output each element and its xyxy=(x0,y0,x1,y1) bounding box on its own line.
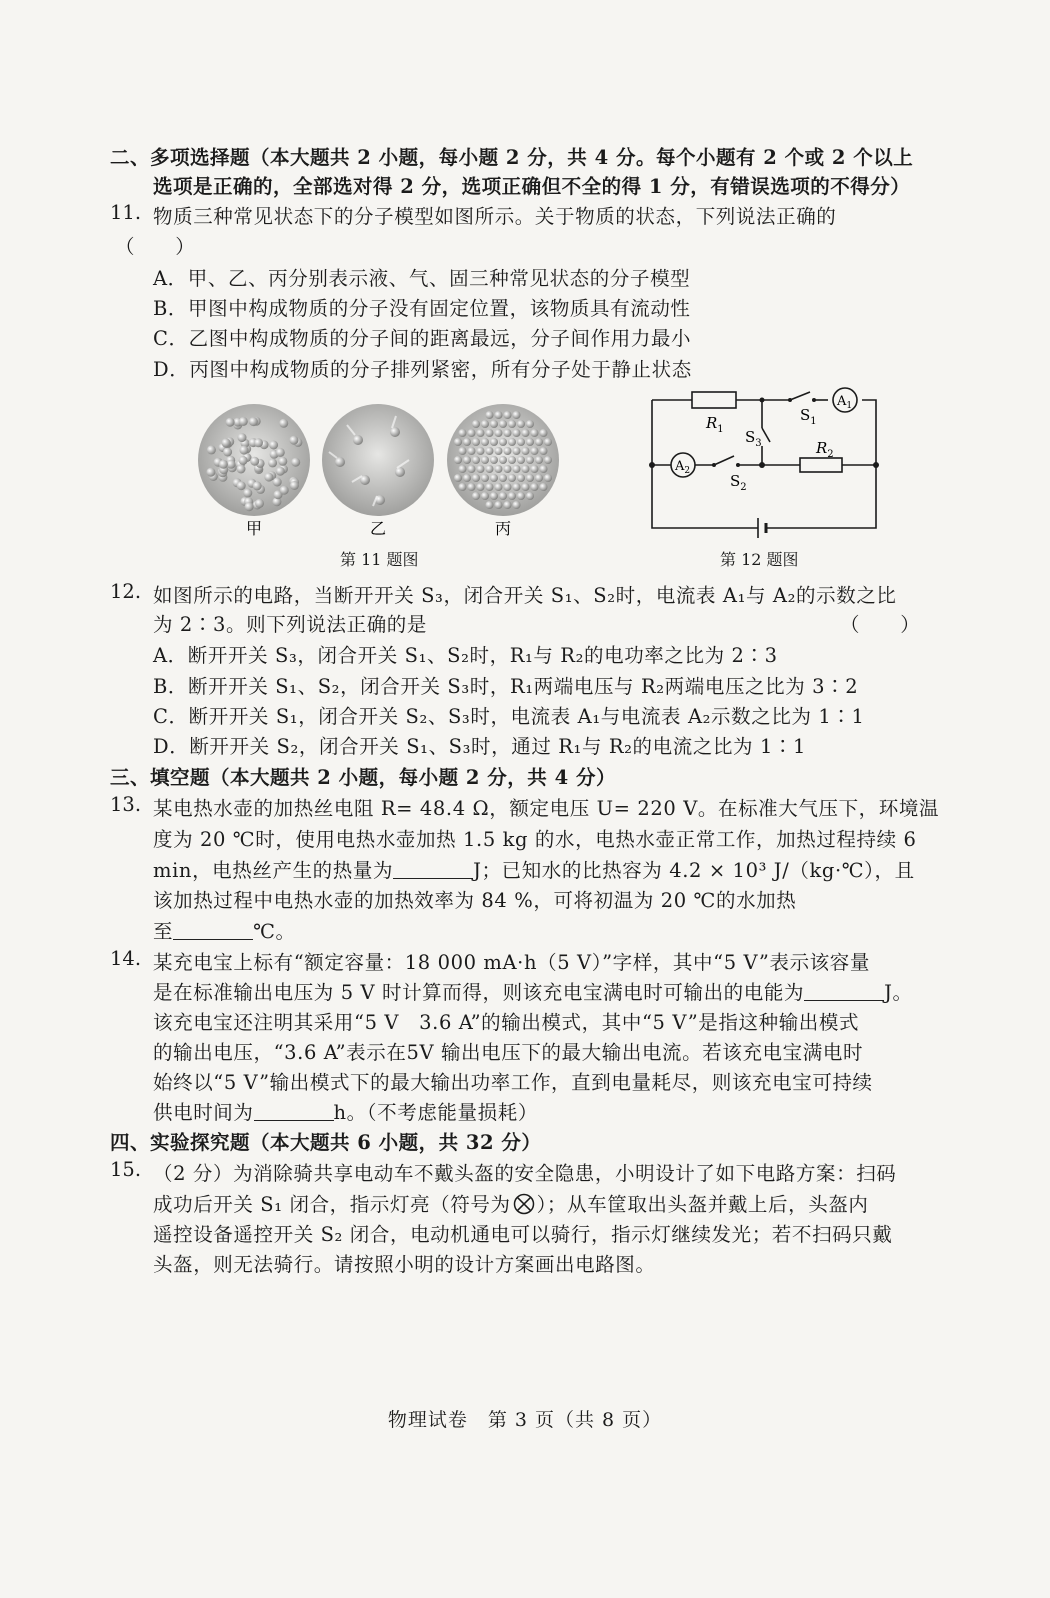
molecule-dot xyxy=(468,447,476,455)
molecule-dot xyxy=(508,492,516,500)
section-heading: 二、多项选择题（本大题共 2 小题，每小题 2 分，共 4 分。每个小题有 2 个或 2 个以上 xyxy=(110,146,914,169)
label-r2: $R_2$ xyxy=(816,439,834,460)
molecule-dot xyxy=(207,445,216,454)
molecule-dot xyxy=(508,420,516,428)
molecule-dot xyxy=(526,474,534,482)
question-line: 的输出电压，“3.6 A”表示在5V 输出电压下的最大输出电流。若该充电宝满电时 xyxy=(153,1041,864,1064)
question-line: 该加热过程中电热水壶的加热效率为 84 %，可将初温为 20 ℃的水加热 xyxy=(153,889,797,912)
molecule-dot xyxy=(463,456,471,464)
question-number: 13. xyxy=(110,793,142,816)
label-yi: 乙 xyxy=(369,519,387,538)
molecule-dot xyxy=(477,447,485,455)
molecule-dot xyxy=(468,429,476,437)
molecule-dot xyxy=(526,456,534,464)
molecule-dot xyxy=(481,420,489,428)
label-s3: $S_3$ xyxy=(745,428,762,449)
molecule-dot xyxy=(454,438,462,446)
label-a2: $A_2$ xyxy=(675,459,691,476)
molecule-dot xyxy=(531,483,539,491)
molecule-dot xyxy=(477,483,485,491)
molecule-dot xyxy=(504,501,512,509)
gas-model xyxy=(322,404,434,516)
molecule-dot xyxy=(459,483,467,491)
question-number: 11. xyxy=(110,201,142,224)
molecule-dot xyxy=(513,411,521,419)
molecule-dot xyxy=(459,429,467,437)
molecule-models-figure xyxy=(190,400,570,570)
molecule-dot xyxy=(254,438,263,447)
molecule-dot xyxy=(486,429,494,437)
molecule-dot xyxy=(237,465,246,474)
molecule-dot xyxy=(513,429,521,437)
label-jia: 甲 xyxy=(245,519,263,538)
molecule-dot xyxy=(490,420,498,428)
molecule-dot xyxy=(278,457,287,466)
label-bing: 丙 xyxy=(494,519,512,538)
molecule-dot xyxy=(513,447,521,455)
page-footer: 物理试卷 第 3 页（共 8 页） xyxy=(387,1409,663,1431)
question-line: 度为 20 ℃时，使用电热水壶加热 1.5 kg 的水，电热水壶正常工作，加热过程持续 6 xyxy=(153,828,917,851)
question-line: （2 分）为消除骑共享电动车不戴头盔的安全隐患，小明设计了如下电路方案：扫码 xyxy=(153,1162,897,1185)
molecule-dot xyxy=(499,492,507,500)
molecule-dot xyxy=(463,438,471,446)
molecule-dot xyxy=(238,433,247,442)
molecule-dot xyxy=(531,447,539,455)
molecule-dot xyxy=(522,465,530,473)
molecule-dot xyxy=(526,420,534,428)
molecule-dot xyxy=(513,465,521,473)
molecule-dot xyxy=(472,420,480,428)
molecule-dot xyxy=(504,429,512,437)
molecule-dot xyxy=(544,474,552,482)
molecule-dot xyxy=(495,411,503,419)
molecule-dot xyxy=(206,468,215,477)
lamp-symbol-icon xyxy=(513,1193,535,1215)
molecule-dot xyxy=(486,483,494,491)
molecule-dot xyxy=(243,489,252,498)
label-a1: $A_1$ xyxy=(837,394,853,411)
molecule-dot xyxy=(504,411,512,419)
molecule-dot xyxy=(508,456,516,464)
molecule-dot xyxy=(526,438,534,446)
molecule-dot xyxy=(490,474,498,482)
molecule-dot xyxy=(237,481,246,490)
molecule-dot xyxy=(517,474,525,482)
molecule-dot xyxy=(486,501,494,509)
molecule-dot xyxy=(264,473,273,482)
option-c: C．乙图中构成物质的分子间的距离最远，分子间作用力最小 xyxy=(153,327,692,350)
molecule-dot xyxy=(495,465,503,473)
molecule-dot xyxy=(544,456,552,464)
molecule-dot xyxy=(222,438,231,447)
molecule-dot xyxy=(481,474,489,482)
answer-paren: （ ） xyxy=(840,613,921,636)
molecule-dot xyxy=(253,481,262,490)
molecule-dot xyxy=(490,438,498,446)
molecule-dot xyxy=(268,458,277,467)
molecule-dot xyxy=(490,492,498,500)
option-d: D．断开开关 S₂，闭合开关 S₁、S₃时，通过 R₁与 R₂的电流之比为 1∶1 xyxy=(153,735,807,758)
molecule-dot xyxy=(486,465,494,473)
molecule-dot xyxy=(227,460,236,469)
molecule-dot xyxy=(280,486,289,495)
answer-blank[interactable] xyxy=(804,982,884,1001)
molecule-dot xyxy=(454,474,462,482)
molecule-dot xyxy=(544,438,552,446)
molecule-dot xyxy=(517,456,525,464)
molecule-dot xyxy=(495,429,503,437)
circuit-figure xyxy=(640,380,890,540)
answer-blank[interactable] xyxy=(173,921,253,940)
figure-caption-11: 第 11 题图 xyxy=(340,550,419,569)
label-s2: $S_2$ xyxy=(730,472,747,493)
option-d: D．丙图中构成物质的分子排列紧密，所有分子处于静止状态 xyxy=(153,358,692,381)
molecule-dot xyxy=(459,447,467,455)
resistor-r2 xyxy=(800,458,842,472)
question-line: 某充电宝上标有“额定容量：18 000 mA·h（5 V）”字样，其中“5 V”表示该容量 xyxy=(153,951,870,974)
molecule-dot xyxy=(239,456,248,465)
molecule-dot xyxy=(499,456,507,464)
molecule-dot xyxy=(223,448,232,457)
molecule-dot xyxy=(250,457,259,466)
molecule-dot xyxy=(468,465,476,473)
question-stem-cont: 为 2∶3。则下列说法正确的是 xyxy=(153,613,428,636)
molecule-dot xyxy=(517,420,525,428)
question-line: 某电热水壶的加热丝电阻 R= 48.4 Ω，额定电压 U= 220 V。在标准大气压下，环境温 xyxy=(153,797,940,820)
molecule-dot xyxy=(273,478,282,487)
molecule-dot xyxy=(499,438,507,446)
molecule-dot xyxy=(508,438,516,446)
question-line: 遥控设备遥控开关 S₂ 闭合，电动机通电可以骑行，指示灯继续发光；若不扫码只戴 xyxy=(153,1223,893,1246)
molecule-dot xyxy=(226,418,235,427)
molecule-dot xyxy=(540,483,548,491)
molecule-dot xyxy=(481,492,489,500)
molecule-dot xyxy=(454,456,462,464)
molecule-dot xyxy=(219,460,228,469)
molecule-dot xyxy=(531,429,539,437)
molecule-dot xyxy=(540,465,548,473)
molecule-dot xyxy=(495,501,503,509)
option-a: A．甲、乙、丙分别表示液、气、固三种常见状态的分子模型 xyxy=(153,267,691,290)
molecule-dot xyxy=(472,492,480,500)
molecule-dot xyxy=(504,465,512,473)
molecule-dot xyxy=(504,483,512,491)
molecule-dot xyxy=(468,483,476,491)
molecule-dot xyxy=(526,492,534,500)
molecule-dot xyxy=(490,456,498,464)
molecule-dot xyxy=(472,438,480,446)
molecule-dot xyxy=(472,474,480,482)
question-line: 成功后开关 S₁ 闭合，指示灯亮（符号为 ）；从车筐取出头盔并戴上后，头盔内 xyxy=(153,1193,869,1216)
molecule-dot xyxy=(531,465,539,473)
question-line: min，电热丝产生的热量为 J；已知水的比热容为 4.2 × 10³ J/（kg·℃），且 xyxy=(153,859,915,882)
molecule-dot xyxy=(463,474,471,482)
answer-blank[interactable] xyxy=(393,860,473,879)
solid-model xyxy=(447,404,559,516)
liquid-model xyxy=(198,404,310,516)
molecule-dot xyxy=(481,456,489,464)
resistor-r1 xyxy=(692,392,736,408)
option-b: B．断开开关 S₁、S₂，闭合开关 S₃时，R₁两端电压与 R₂两端电压之比为 3∶2 xyxy=(153,675,859,698)
question-line: 至 ℃。 xyxy=(153,920,296,943)
question-line: 供电时间为 h。（不考虑能量损耗） xyxy=(153,1101,538,1124)
molecule-dot xyxy=(535,438,543,446)
question-line: 始终以“5 V”输出模式下的最大输出功率工作，直到电量耗尽，则该充电宝可持续 xyxy=(153,1071,873,1094)
molecule-dot xyxy=(245,502,254,511)
molecule-dot xyxy=(486,411,494,419)
section-heading-cont: 选项是正确的，全部选对得 2 分，选项正确但不全的得 1 分，有错误选项的不得分） xyxy=(153,175,911,198)
molecule-dot xyxy=(508,474,516,482)
figure-caption-12: 第 12 题图 xyxy=(720,550,799,569)
molecule-dot xyxy=(269,441,278,450)
molecule-dot xyxy=(249,417,258,426)
molecule-dot xyxy=(522,447,530,455)
molecule-dot xyxy=(477,465,485,473)
answer-paren: （ ） xyxy=(115,235,196,258)
molecule-dot xyxy=(276,467,285,476)
section-heading: 四、实验探究题（本大题共 6 小题，共 32 分） xyxy=(110,1131,542,1154)
molecule-dot xyxy=(255,499,264,508)
question-number: 14. xyxy=(110,947,142,970)
question-number: 12. xyxy=(110,580,142,603)
molecule-dot xyxy=(540,447,548,455)
question-stem: 物质三种常见状态下的分子模型如图所示。关于物质的状态，下列说法正确的 xyxy=(153,205,837,228)
molecule-dot xyxy=(513,501,521,509)
molecule-dot xyxy=(495,447,503,455)
molecule-dot xyxy=(239,417,248,426)
molecule-dot xyxy=(540,429,548,437)
option-a: A．断开开关 S₃，闭合开关 S₁、S₂时，R₁与 R₂的电功率之比为 2∶3 xyxy=(153,644,778,667)
question-line: 是在标准输出电压为 5 V 时计算而得，则该充电宝满电时可输出的电能为 J。 xyxy=(153,981,913,1004)
question-stem: 如图所示的电路，当断开开关 S₃，闭合开关 S₁、S₂时，电流表 A₁与 A₂的示数之比 xyxy=(153,584,897,607)
molecule-dot xyxy=(472,456,480,464)
molecule-dot xyxy=(499,420,507,428)
molecule-dot xyxy=(522,483,530,491)
question-line: 头盔，则无法骑行。请按照小明的设计方案画出电路图。 xyxy=(153,1253,656,1276)
molecule-dot xyxy=(499,474,507,482)
molecule-dot xyxy=(279,419,288,428)
question-number: 15. xyxy=(110,1158,142,1181)
molecule-dot xyxy=(477,429,485,437)
molecule-dot xyxy=(495,483,503,491)
option-c: C．断开开关 S₁，闭合开关 S₂、S₃时，电流表 A₁与电流表 A₂示数之比为 1∶1 xyxy=(153,705,865,728)
molecule-dot xyxy=(240,446,249,455)
question-line: 该充电宝还注明其采用“5 V 3.6 A”的输出模式，其中“5 V”是指这种输出模式 xyxy=(153,1011,860,1034)
molecule-dot xyxy=(481,438,489,446)
answer-blank[interactable] xyxy=(254,1102,334,1121)
molecule-dot xyxy=(517,492,525,500)
molecule-dot xyxy=(504,447,512,455)
molecule-dot xyxy=(535,474,543,482)
molecule-dot xyxy=(522,429,530,437)
molecule-dot xyxy=(291,458,300,467)
molecule-dot xyxy=(535,456,543,464)
molecule-dot xyxy=(459,465,467,473)
option-b: B．甲图中构成物质的分子没有固定位置，该物质具有流动性 xyxy=(153,297,691,320)
molecule-dot xyxy=(486,447,494,455)
molecule-dot xyxy=(276,448,285,457)
molecule-dot xyxy=(517,438,525,446)
section-heading: 三、填空题（本大题共 2 小题，每小题 2 分，共 4 分） xyxy=(110,766,616,789)
molecule-dot xyxy=(290,481,299,490)
molecule-dot xyxy=(513,483,521,491)
label-s1: $S_1$ xyxy=(800,406,817,427)
molecule-dot xyxy=(289,436,298,445)
label-r1: $R_1$ xyxy=(706,414,724,435)
